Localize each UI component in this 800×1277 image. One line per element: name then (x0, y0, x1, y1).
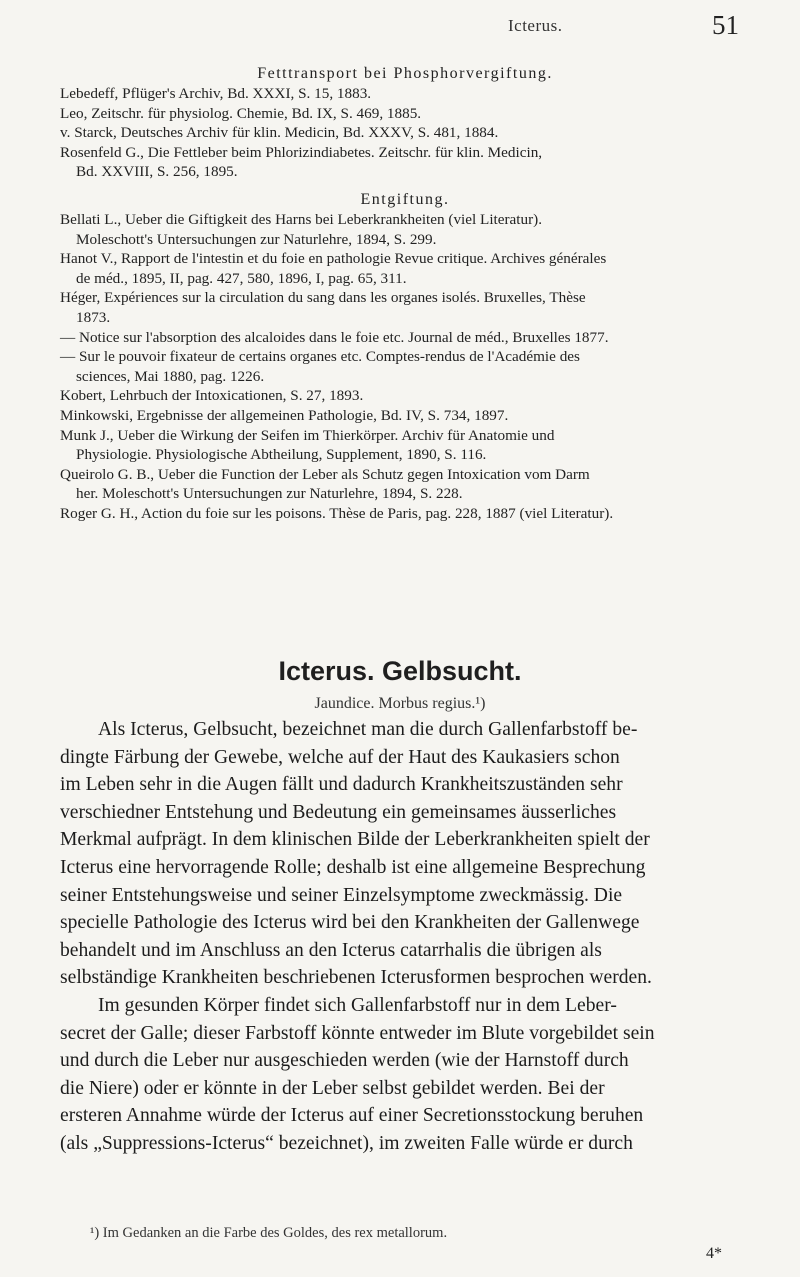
section-title-entgiftung: Entgiftung. (360, 191, 450, 208)
signature-mark: 4* (706, 1245, 722, 1262)
reference-line: Bd. XXVIII, S. 256, 1895. (76, 163, 238, 181)
body-line: Im gesunden Körper findet sich Gallenfarbstoff nur in dem Leber- (98, 994, 617, 1016)
body-line: verschiedner Entstehung und Bedeutung ein gemeinsames äusserliches (60, 801, 617, 823)
reference-line: Physiologie. Physiologische Abtheilung, Supplement, 1890, S. 116. (76, 446, 487, 464)
reference-line: sciences, Mai 1880, pag. 1226. (76, 367, 265, 385)
running-head (0, 10, 800, 44)
body-line: selbständige Krankheiten beschriebenen Icterusformen besprochen werden. (60, 967, 652, 989)
body-line: (als „Suppressions-Icterus“ bezeichnet), im zweiten Falle würde er durch (60, 1132, 633, 1154)
chapter-subheading: Jaundice. Morbus regius.¹) (314, 695, 486, 712)
reference-line: Leo, Zeitschr. für physiolog. Chemie, Bd. IX, S. 469, 1885. (60, 104, 422, 122)
reference-line: — Notice sur l'absorption des alcaloides dans le foie etc. Journal de méd., Bruxelles 1877. (60, 328, 609, 346)
reference-line: Bellati L., Ueber die Giftigkeit des Harns bei Leberkrankheiten (viel Literatur). (60, 211, 543, 228)
chapter-body (60, 716, 750, 1158)
body-line: Als Icterus, Gelbsucht, bezeichnet man die durch Gallenfarbstoff be- (98, 719, 638, 740)
body-line: im Leben sehr in die Augen fällt und dadurch Krankheitszuständen sehr (60, 774, 623, 796)
body-line: secret der Galle; dieser Farbstoff könnte entweder im Blute vorgebildet sein (60, 1022, 655, 1044)
reference-line: Lebedeff, Pflüger's Archiv, Bd. XXXI, S. 15, 1883. (60, 85, 372, 102)
reference-line: v. Starck, Deutsches Archiv für klin. Medicin, Bd. XXXV, S. 481, 1884. (60, 124, 499, 142)
body-line: ersteren Annahme würde der Icterus auf einer Secretionsstockung beruhen (60, 1105, 644, 1127)
reference-line: Munk J., Ueber die Wirkung der Seifen im Thierkörper. Archiv für Anatomie und (60, 426, 555, 444)
reference-line: 1873. (76, 308, 111, 326)
reference-line: Moleschott's Untersuchungen zur Naturlehre, 1894, S. 299. (76, 230, 437, 248)
body-line: die Niere) oder er könnte in der Leber selbst gebildet werden. Bei der (60, 1077, 605, 1099)
reference-line: her. Moleschott's Untersuchungen zur Naturlehre, 1894, S. 228. (76, 485, 463, 503)
reference-line: Kobert, Lehrbuch der Intoxicationen, S. 27, 1893. (60, 387, 364, 405)
references-entgiftung (60, 190, 750, 524)
reference-line: Minkowski, Ergebnisse der allgemeinen Pathologie, Bd. IV, S. 734, 1897. (60, 406, 509, 424)
page-number: 51 (712, 10, 739, 40)
reference-line: Rosenfeld G., Die Fettleber beim Phlorizindiabetes. Zeitschr. für klin. Medicin, (60, 143, 543, 161)
running-head-title: Icterus. (508, 16, 563, 35)
section-title-fetttransport: Fetttransport bei Phosphorvergiftung. (257, 65, 553, 82)
body-line: dingte Färbung der Gewebe, welche auf der Haut des Kaukasiers schon (60, 746, 620, 768)
body-line: behandelt und im Anschluss an den Icterus catarrhalis die übrigen als (60, 939, 602, 961)
reference-line: Hanot V., Rapport de l'intestin et du foie en pathologie Revue critique. Archives générales (60, 250, 607, 268)
reference-line: de méd., 1895, II, pag. 427, 580, 1896, I, pag. 65, 311. (76, 269, 407, 287)
chapter-heading: Icterus. Gelbsucht. (278, 656, 522, 686)
reference-line: Roger G. H., Action du foie sur les poisons. Thèse de Paris, pag. 228, 1887 (viel Literatur). (60, 504, 614, 522)
reference-line: Queirolo G. B., Ueber die Function der Leber als Schutz gegen Intoxication vom Darm (60, 465, 590, 483)
body-line: specielle Pathologie des Icterus wird bei den Krankheiten der Gallenwege (60, 912, 640, 934)
reference-line: — Sur le pouvoir fixateur de certains organes etc. Comptes-rendus de l'Académie des (60, 348, 580, 366)
body-line: seiner Entstehungsweise und seiner Einzelsymptome zweckmässig. Die (60, 884, 623, 906)
reference-line: Héger, Expériences sur la circulation du sang dans les organes isolés. Bruxelles, Thèse (60, 289, 586, 307)
body-line: und durch die Leber nur ausgeschieden werden (wie der Harnstoff durch (60, 1050, 629, 1072)
body-line: Merkmal aufprägt. In dem klinischen Bilde der Leberkrankheiten spielt der (60, 829, 650, 851)
body-line: Icterus eine hervorragende Rolle; deshalb ist eine allgemeine Besprechung (60, 856, 646, 878)
references-fetttransport (60, 64, 750, 182)
footnote: ¹) Im Gedanken an die Farbe des Goldes, des rex metallorum. (90, 1225, 448, 1241)
